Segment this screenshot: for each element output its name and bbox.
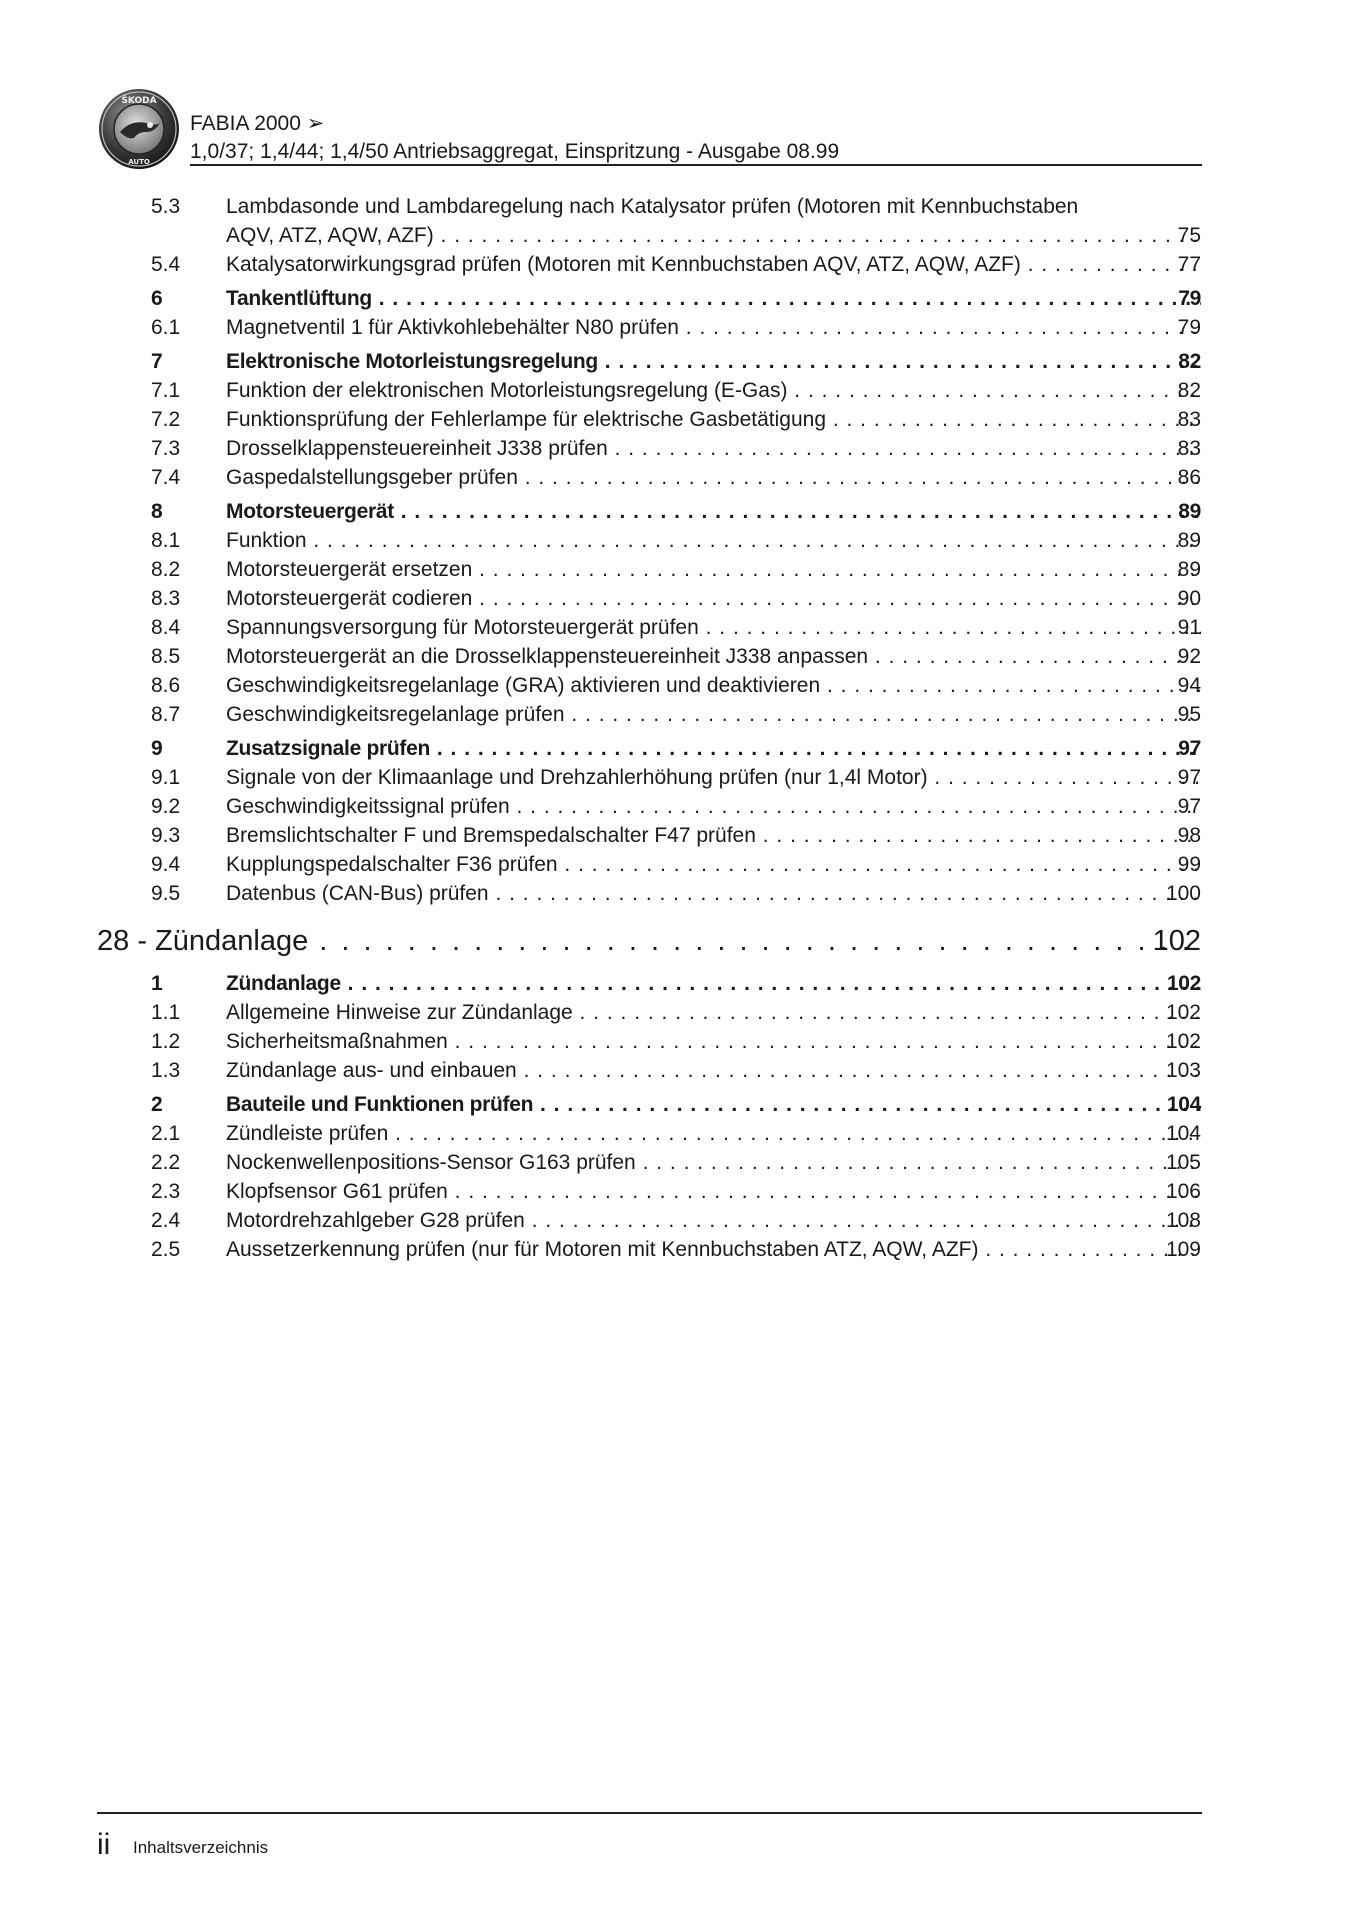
toc-entry-number: 9 xyxy=(151,737,163,760)
svg-text:ŠKODA: ŠKODA xyxy=(121,96,157,106)
toc-entry-number: 8.5 xyxy=(151,645,181,668)
toc-entry-page: 79 xyxy=(1178,287,1201,310)
toc-entry-number: 8.3 xyxy=(151,587,181,610)
footer-divider xyxy=(97,1812,1202,1814)
toc-entry[interactable] xyxy=(0,1235,1358,1264)
toc-entry-number: 8.6 xyxy=(151,674,181,697)
toc-entry-title-line1: Lambdasonde und Lambdaregelung nach Katalysator prüfen (Motoren mit Kennbuchstaben xyxy=(226,195,1079,218)
toc-entry-page: 82 xyxy=(1178,350,1201,373)
toc-entry[interactable] xyxy=(0,792,1358,821)
footer-section-label: Inhaltsverzeichnis xyxy=(133,1838,269,1857)
toc-entry-number: 9.5 xyxy=(151,882,181,905)
toc-entry[interactable] xyxy=(0,850,1358,879)
toc-entry-page: 102 xyxy=(1165,1030,1201,1053)
toc-entry-page: 89 xyxy=(1177,558,1201,581)
toc-entry-title: Kupplungspedalschalter F36 prüfen . . . xyxy=(226,850,1201,879)
toc-entry-title: Motorsteuergerät an die Drosselklappensteuereinheit J338 anpassen . . . xyxy=(226,642,1201,671)
toc-entry[interactable] xyxy=(0,1027,1358,1056)
toc-entry-number: 7.3 xyxy=(151,437,181,460)
toc-entry[interactable] xyxy=(0,763,1358,792)
toc-entry-page: 106 xyxy=(1165,1180,1201,1203)
toc-entry-page: 86 xyxy=(1177,466,1201,489)
toc-entry-number: 6.1 xyxy=(151,316,181,339)
toc-entry-page: 97 xyxy=(1178,737,1201,760)
toc-entry-page: 83 xyxy=(1177,437,1201,460)
toc-entry-page: 105 xyxy=(1165,1151,1201,1174)
toc-entry-number: 7 xyxy=(151,350,163,373)
toc-entry-page: 108 xyxy=(1165,1209,1201,1232)
skoda-logo-icon xyxy=(98,88,180,170)
toc-entry-number: 2.5 xyxy=(151,1238,181,1261)
toc-entry-number: 6 xyxy=(151,287,163,310)
toc-entry-page: 82 xyxy=(1177,379,1201,402)
toc-entry-page: 75 xyxy=(1177,224,1201,247)
toc-entry[interactable] xyxy=(0,376,1358,405)
toc-entry-page: 102 xyxy=(1165,1001,1201,1024)
toc-entry-title: Gaspedalstellungsgeber prüfen . . . xyxy=(226,463,1201,492)
toc-entry-title: Funktionsprüfung der Fehlerlampe für elektrische Gasbetätigung . . . xyxy=(226,405,1201,434)
toc-entry-title: Spannungsversorgung für Motorsteuergerät prüfen . . . xyxy=(226,613,1201,642)
toc-entry-page: 90 xyxy=(1177,587,1201,610)
toc-entry-number: 9.4 xyxy=(151,853,181,876)
toc-entry-title: Motorsteuergerät ersetzen . . . xyxy=(226,555,1201,584)
toc-entry-number: 1.3 xyxy=(151,1059,181,1082)
toc-entry[interactable] xyxy=(0,405,1358,434)
toc-entry-number: 7.4 xyxy=(151,466,181,489)
toc-entry[interactable] xyxy=(0,613,1358,642)
toc-entry-title: Funktion der elektronischen Motorleistungsregelung (E-Gas) . . . xyxy=(226,376,1201,405)
toc-entry-title: Signale von der Klimaanlage und Drehzahlerhöhung prüfen (nur 1,4l Motor) . . . xyxy=(226,763,1201,792)
toc-entry-title: Motorsteuergerät . . . xyxy=(226,497,1201,526)
toc-entry-title: Klopfsensor G61 prüfen . . . xyxy=(226,1177,1201,1206)
toc-entry-number: 8 xyxy=(151,500,163,523)
toc-entry[interactable] xyxy=(0,1206,1358,1235)
toc-entry[interactable] xyxy=(0,671,1358,700)
toc-entry-number: 9.1 xyxy=(151,766,181,789)
toc-entry-number: 1.1 xyxy=(151,1001,181,1024)
toc-entry-number: 5.4 xyxy=(151,253,181,276)
footer-page-number: ii xyxy=(97,1828,111,1861)
toc-entry-title: Geschwindigkeitssignal prüfen . . . xyxy=(226,792,1201,821)
toc-entry-number: 9.2 xyxy=(151,795,181,818)
toc-entry-title: Zündanlage aus- und einbauen . . . xyxy=(226,1056,1201,1085)
toc-entry[interactable] xyxy=(0,879,1358,908)
toc-entry-number: 1.2 xyxy=(151,1030,181,1053)
toc-entry-number: 1 xyxy=(151,972,163,995)
toc-entry-title: Zusatzsignale prüfen . . . xyxy=(226,734,1201,763)
toc-entry[interactable] xyxy=(0,1148,1358,1177)
toc-entry[interactable] xyxy=(0,555,1358,584)
toc-section-entry[interactable] xyxy=(0,734,1358,763)
toc-entry[interactable] xyxy=(0,642,1358,671)
toc-entry-page: 102 xyxy=(1166,972,1201,995)
toc-section-entry[interactable] xyxy=(0,284,1358,313)
toc-entry[interactable] xyxy=(0,463,1358,492)
toc-entry-page: 104 xyxy=(1166,1093,1201,1116)
toc-entry-page: 98 xyxy=(1177,824,1201,847)
toc-entry-title: Datenbus (CAN-Bus) prüfen . . . xyxy=(226,879,1201,908)
header-divider xyxy=(190,164,1202,166)
toc-entry-page: 109 xyxy=(1165,1238,1201,1261)
toc-entry-title: Katalysatorwirkungsgrad prüfen (Motoren mit Kennbuchstaben AQV, ATZ, AQW, AZF) . . . xyxy=(226,250,1201,279)
toc-entry-number: 2.4 xyxy=(151,1209,181,1232)
toc-entry[interactable] xyxy=(0,821,1358,850)
toc-entry[interactable] xyxy=(0,526,1358,555)
toc-entry-page: 79 xyxy=(1177,316,1201,339)
toc-entry-number: 9.3 xyxy=(151,824,181,847)
toc-entry-title: Allgemeine Hinweise zur Zündanlage . . . xyxy=(226,998,1201,1027)
toc-entry-title: Zündanlage . . . xyxy=(226,969,1201,998)
toc-entry-number: 2 xyxy=(151,1093,163,1116)
toc-entry-page: 100 xyxy=(1165,882,1201,905)
toc-section-entry[interactable] xyxy=(0,969,1358,998)
toc-entry-page: 91 xyxy=(1177,616,1201,639)
toc-entry-title: Motordrehzahlgeber G28 prüfen . . . xyxy=(226,1206,1201,1235)
document-title: FABIA 2000 ➢ xyxy=(190,112,325,135)
toc-entry-number: 8.1 xyxy=(151,529,181,552)
document-subtitle: 1,0/37; 1,4/44; 1,4/50 Antriebsaggregat, Einspritzung - Ausgabe 08.99 xyxy=(190,140,840,163)
table-of-contents xyxy=(0,192,1358,1264)
toc-entry-number: 2.3 xyxy=(151,1180,181,1203)
toc-entry-page: 104 xyxy=(1165,1122,1201,1145)
toc-entry[interactable] xyxy=(0,1119,1358,1148)
toc-entry-number: 8.2 xyxy=(151,558,181,581)
toc-entry[interactable] xyxy=(0,700,1358,729)
toc-entry-title: Funktion . . . xyxy=(226,526,1201,555)
toc-entry-title: 28 - Zündanlage . . . xyxy=(97,918,1201,964)
toc-entry-title: Geschwindigkeitsregelanlage (GRA) aktivieren und deaktivieren . . . xyxy=(226,671,1201,700)
toc-entry-page: 83 xyxy=(1177,408,1201,431)
toc-entry-number: 8.7 xyxy=(151,703,181,726)
toc-entry-title xyxy=(226,192,1201,250)
toc-entry-page: 95 xyxy=(1177,703,1201,726)
toc-entry-number: 5.3 xyxy=(151,195,181,218)
toc-entry-number: 2.1 xyxy=(151,1122,181,1145)
toc-entry-title: Bremslichtschalter F und Bremspedalschalter F47 prüfen . . . xyxy=(226,821,1201,850)
toc-entry-title-line2: AQV, ATZ, AQW, AZF) . . . xyxy=(226,221,1201,250)
toc-entry-title: Bauteile und Funktionen prüfen . . . xyxy=(226,1090,1201,1119)
toc-section-entry[interactable] xyxy=(0,1090,1358,1119)
toc-entry-page: 92 xyxy=(1177,645,1201,668)
toc-entry-title: Tankentlüftung . . . xyxy=(226,284,1201,313)
toc-entry[interactable] xyxy=(0,1056,1358,1085)
toc-entry-page: 94 xyxy=(1177,674,1201,697)
toc-entry-page: 97 xyxy=(1177,795,1201,818)
toc-entry[interactable] xyxy=(0,313,1358,342)
toc-section-entry[interactable] xyxy=(0,347,1358,376)
toc-entry-title: Aussetzerkennung prüfen (nur für Motoren mit Kennbuchstaben ATZ, AQW, AZF) . . . xyxy=(226,1235,1201,1264)
toc-entry-title: Drosselklappensteuereinheit J338 prüfen . . . xyxy=(226,434,1201,463)
toc-entry-page: 102 xyxy=(1152,925,1201,957)
toc-entry-title: Elektronische Motorleistungsregelung . . . xyxy=(226,347,1201,376)
toc-entry[interactable] xyxy=(0,250,1358,279)
toc-entry-page: 77 xyxy=(1177,253,1201,276)
toc-entry-page: 97 xyxy=(1177,766,1201,789)
toc-entry-number: 7.1 xyxy=(151,379,181,402)
toc-entry-number: 2.2 xyxy=(151,1151,181,1174)
toc-entry-page: 99 xyxy=(1177,853,1201,876)
toc-entry-page: 89 xyxy=(1177,529,1201,552)
toc-entry[interactable] xyxy=(0,584,1358,613)
toc-section-entry[interactable] xyxy=(0,497,1358,526)
toc-entry-page: 89 xyxy=(1178,500,1201,523)
toc-entry-page: 103 xyxy=(1165,1059,1201,1082)
toc-entry[interactable] xyxy=(0,192,1358,250)
toc-entry-title: Nockenwellenpositions-Sensor G163 prüfen . . . xyxy=(226,1148,1201,1177)
toc-entry-number: 7.2 xyxy=(151,408,181,431)
toc-entry[interactable] xyxy=(0,1177,1358,1206)
toc-entry-number: 8.4 xyxy=(151,616,181,639)
toc-entry-title: Sicherheitsmaßnahmen . . . xyxy=(226,1027,1201,1056)
toc-entry-title: Zündleiste prüfen . . . xyxy=(226,1119,1201,1148)
toc-entry-title: Geschwindigkeitsregelanlage prüfen . . . xyxy=(226,700,1201,729)
toc-entry[interactable] xyxy=(0,998,1358,1027)
toc-chapter-entry[interactable] xyxy=(0,918,1358,964)
toc-entry-title: Magnetventil 1 für Aktivkohlebehälter N80 prüfen . . . xyxy=(226,313,1201,342)
toc-entry-title: Motorsteuergerät codieren . . . xyxy=(226,584,1201,613)
svg-text:AUTO: AUTO xyxy=(128,158,150,166)
toc-entry[interactable] xyxy=(0,434,1358,463)
